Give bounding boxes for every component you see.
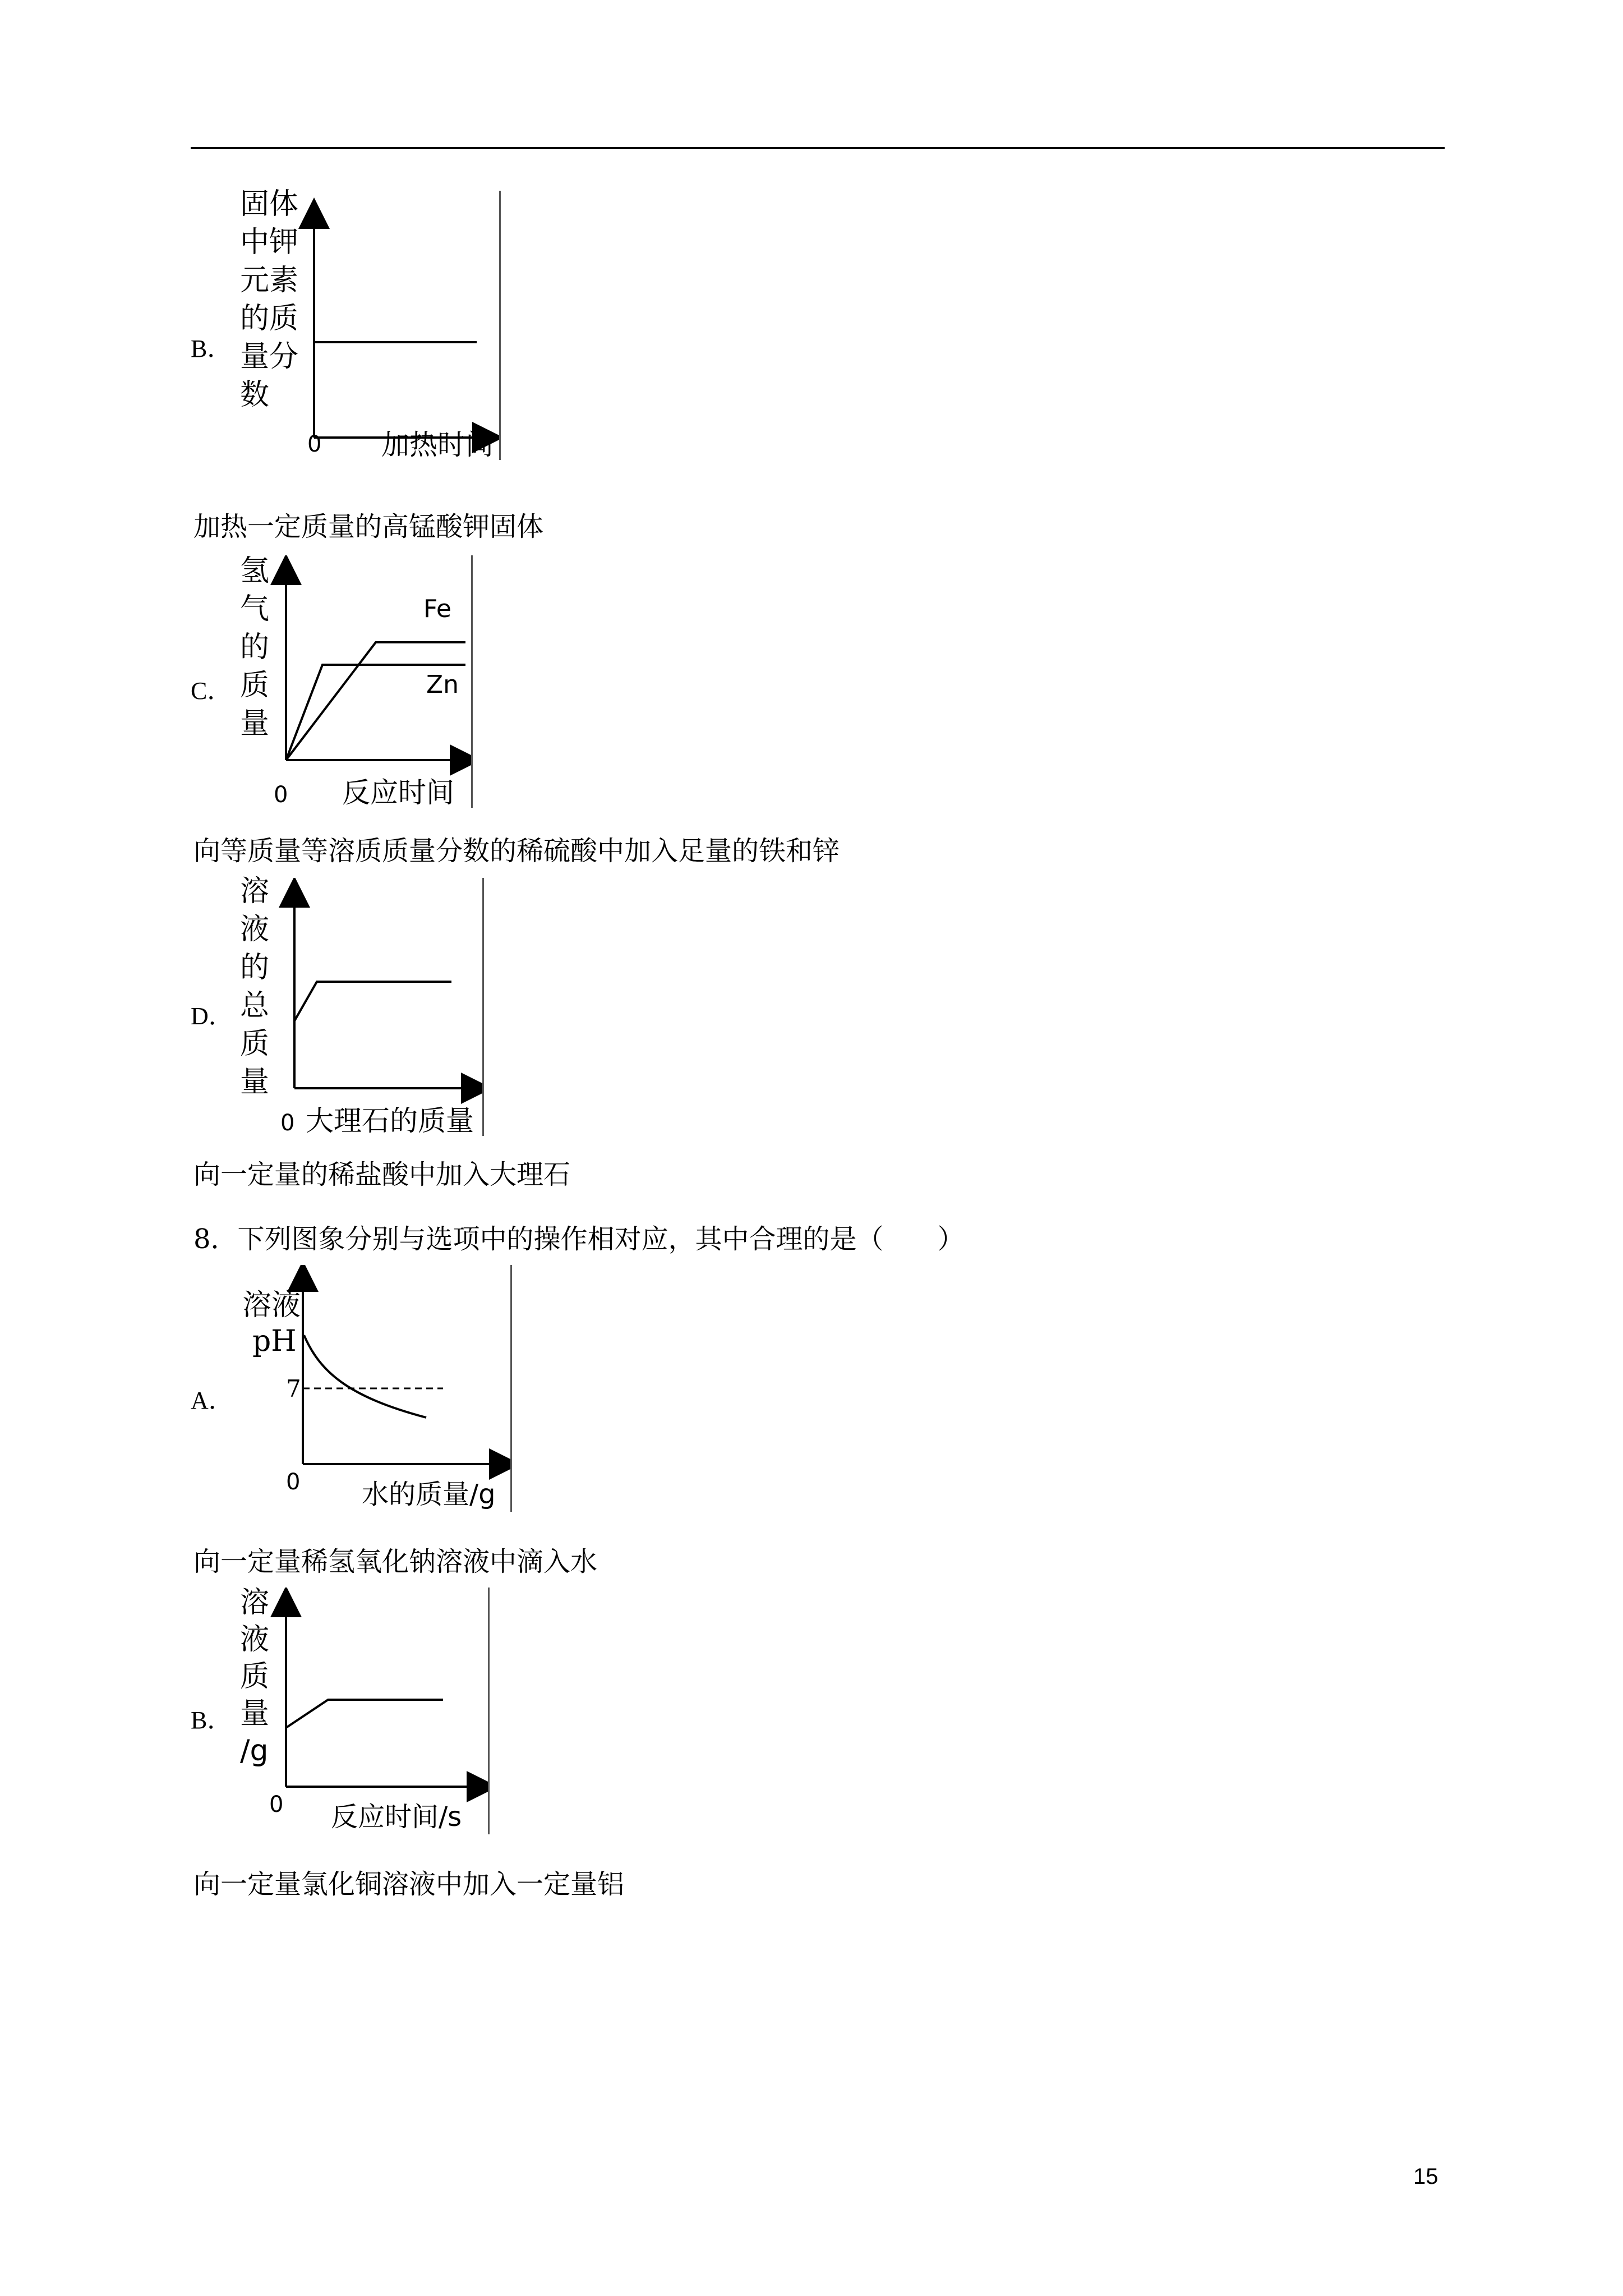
- y-axis-label: 溶液 pH: [242, 1289, 301, 1358]
- figure-d1: [236, 875, 484, 1136]
- x-axis-label: 加热时间: [381, 429, 494, 460]
- series-line: [294, 982, 451, 1021]
- series-zn-label: Zn: [426, 670, 459, 699]
- figure-a2: [236, 1265, 512, 1512]
- y-tick-7: 7: [286, 1375, 301, 1402]
- y-axis-label: 溶 液 的 总 质 量: [240, 875, 270, 1099]
- x-axis-label: 反应时间/s: [331, 1801, 462, 1833]
- figure-c1: [236, 555, 473, 808]
- figure-b2: [236, 1588, 490, 1834]
- series-fe: [286, 642, 465, 760]
- caption-c1: 向等质量等溶质质量分数的稀硫酸中加入足量的铁和锌: [193, 835, 840, 867]
- caption-b1: 加热一定质量的高锰酸钾固体: [193, 511, 544, 542]
- figure-b1: [236, 187, 501, 460]
- option-d1-label: D．: [191, 1002, 233, 1030]
- header-rule: [191, 147, 1445, 149]
- origin-label: 0: [280, 1110, 295, 1136]
- question-8-stem: 8．下列图象分别与选项中的操作相对应，其中合理的是（ ）: [193, 1223, 965, 1255]
- origin-label: 0: [269, 1792, 284, 1818]
- x-axis-label: 反应时间: [342, 776, 454, 808]
- caption-a2: 向一定量稀氢氧化钠溶液中滴入水: [193, 1546, 598, 1577]
- origin-label: 0: [274, 782, 288, 808]
- series-line: [286, 1700, 443, 1728]
- x-axis-label: 大理石的质量: [306, 1105, 474, 1136]
- caption-d1: 向一定量的稀盐酸中加入大理石: [193, 1159, 571, 1190]
- series-curve: [304, 1335, 426, 1418]
- option-a2-label: A．: [191, 1387, 233, 1414]
- y-axis-label: 氢 气 的 质 量: [240, 554, 270, 740]
- option-c1-label: C．: [191, 677, 232, 705]
- caption-b2: 向一定量氯化铜溶液中加入一定量铝: [193, 1869, 625, 1900]
- x-axis-label: 水的质量/g: [362, 1479, 496, 1510]
- option-b1-label: B．: [191, 335, 232, 362]
- origin-label: 0: [307, 431, 322, 457]
- y-axis-label: 溶 液 质 量 /g: [240, 1586, 270, 1768]
- series-fe-label: Fe: [423, 595, 451, 623]
- page-number: 15: [1413, 2164, 1438, 2189]
- origin-label: 0: [286, 1469, 301, 1495]
- y-axis-label: 固体 中钾 元素 的质 量分 数: [240, 187, 299, 412]
- option-b2-label: B．: [191, 1706, 232, 1734]
